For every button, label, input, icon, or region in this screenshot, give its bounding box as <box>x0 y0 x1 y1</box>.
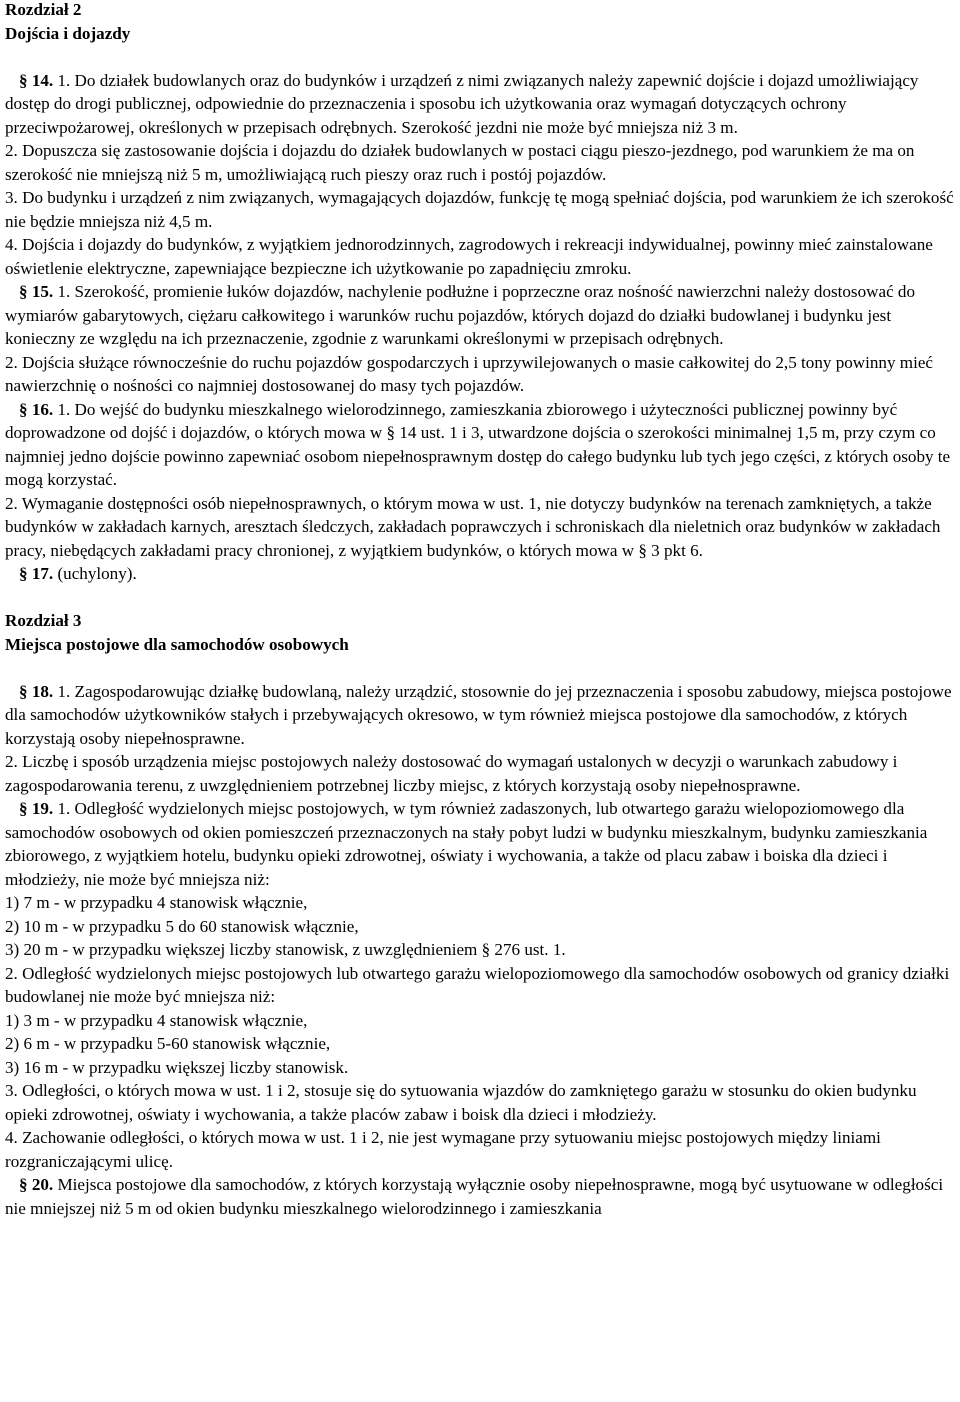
section-number: § 17. <box>19 564 54 583</box>
chapter-2-body <box>5 69 960 586</box>
paragraph-text: 2. Liczbę i sposób urządzenia miejsc postojowych należy dostosować do wymagań ustalonych w decyzji o warunkach zabudowy i zagospodarowania terenu, z uwzględnieniem potrzebnej liczby miejsc, z których korzystają osoby niepełnosprawne. <box>5 752 898 795</box>
paragraph <box>5 69 960 140</box>
paragraph <box>5 915 960 939</box>
paragraph-text: 3) 16 m - w przypadku większej liczby stanowisk. <box>5 1057 349 1077</box>
paragraph <box>5 351 960 398</box>
paragraph <box>5 186 960 233</box>
chapter-3-title: Miejsca postojowe dla samochodów osobowych <box>5 634 349 654</box>
paragraph <box>5 1056 960 1080</box>
paragraph <box>5 1032 960 1056</box>
spacer <box>5 586 960 610</box>
paragraph-text: 3) 20 m - w przypadku większej liczby stanowisk, z uwzględnieniem § 276 ust. 1. <box>5 940 566 959</box>
paragraph <box>5 562 960 586</box>
section-number: § 19. <box>19 799 54 818</box>
chapter-3-label: Rozdział 3 <box>5 611 82 630</box>
section-number: § 20. <box>19 1175 54 1194</box>
paragraph <box>5 750 960 797</box>
paragraph-text: 2. Dopuszcza się zastosowanie dojścia i dojazdu do działek budowlanych w postaci ciągu pieszo-jezdnego, pod warunkiem że ma on szerokość nie mniejszą niż 5 m, umożliwiającą ruch pieszy oraz ruch i postój pojazdów. <box>5 141 915 184</box>
paragraph <box>5 1009 960 1033</box>
paragraph-text: 2. Wymaganie dostępności osób niepełnosprawnych, o którym mowa w ust. 1, nie dotyczy budynków na terenach zamkniętych, a także budynków w zakładach karnych, aresztach śledczych, zakładach poprawczych i schroniskach dla nieletnich oraz budynków w zakładach pracy, niebędących zakładami pracy chronionej, z wyjątkiem budynków, o których mowa w § 3 pkt 6. <box>5 493 941 560</box>
chapter-2-label: Rozdział 2 <box>5 0 82 19</box>
section-number: § 15. <box>19 282 54 301</box>
spacer <box>5 45 960 69</box>
paragraph-text: 1. Odległość wydzielonych miejsc postojowych, w tym również zadaszonych, lub otwartego garażu wielopoziomowego dla samochodów osobowych od okien pomieszczeń przeznaczonych na stały pobyt ludzi w budynku mieszkalnym, budynku zamieszkania zbiorowego, z wyjątkiem hotelu, budynku opieki zdrowotnej, oświaty i wychowania, a także od placu zabaw i boiska dla dzieci i młodzieży, nie może być mniejsza niż: <box>5 799 928 889</box>
paragraph <box>5 891 960 915</box>
chapter-2-title: Dojścia i dojazdy <box>5 23 131 43</box>
paragraph <box>5 280 960 351</box>
paragraph-text: 2) 10 m - w przypadku 5 do 60 stanowisk włącznie, <box>5 916 359 936</box>
section-number: § 14. <box>19 70 54 90</box>
paragraph-text: 1. Do wejść do budynku mieszkalnego wielorodzinnego, zamieszkania zbiorowego i użyteczności publicznej powinny być doprowadzone od dojść i dojazdów, o których mowa w § 14 ust. 1 i 3, utwardzone dojścia o szerokości minimalnej 1,5 m, przy czym co najmniej jedno dojście powinno zapewniać osobom niepełnosprawnym dostęp do całego budynku lub tych jego części, z których osoby te mogą korzystać. <box>5 399 951 489</box>
paragraph-text: Miejsca postojowe dla samochodów, z których korzystają wyłącznie osoby niepełnosprawne, mogą być usytuowane w odległości nie mniejszej niż 5 m od okien budynku mieszkalnego wielorodzinnego i zamieszkania <box>5 1175 944 1218</box>
paragraph-text: 3. Do budynku i urządzeń z nim związanych, wymagających dojazdów, funkcję tę mogą spełniać dojścia, pod warunkiem że ich szerokość nie będzie mniejsza niż 4,5 m. <box>5 188 954 231</box>
paragraph <box>5 492 960 563</box>
paragraph-text: 1. Zagospodarowując działkę budowlaną, należy urządzić, stosownie do jej przeznaczenia i sposobu zabudowy, miejsca postojowe dla samochodów użytkowników stałych i przebywających okresowo, w tym również miejsca postojowe dla samochodów, z których korzystają osoby niepełnosprawne. <box>5 681 952 748</box>
paragraph <box>5 1126 960 1173</box>
paragraph-text: 1. Szerokość, promienie łuków dojazdów, nachylenie podłużne i poprzeczne oraz nośność nawierzchni należy dostosować do wymiarów gabarytowych, ciężaru całkowitego i warunków ruchu pojazdów, których dojazd do działki budowlanej i budynku jest konieczny ze względu na ich przeznaczenie, zgodnie z warunkami określonymi w przepisach odrębnych. <box>5 282 916 348</box>
paragraph <box>5 139 960 186</box>
paragraph <box>5 797 960 891</box>
section-number: § 16. <box>19 399 54 419</box>
spacer <box>5 656 960 680</box>
paragraph-text: 2. Dojścia służące równocześnie do ruchu pojazdów gospodarczych i uprzywilejowanych o masie całkowitej do 2,5 tony powinny mieć nawierzchnię o nośności co najmniej dostosowanej do masy tych pojazdów. <box>5 352 934 395</box>
paragraph <box>5 1079 960 1126</box>
section-number: § 18. <box>19 681 54 701</box>
paragraph <box>5 233 960 280</box>
chapter-3-body <box>5 680 960 1221</box>
paragraph-text: 4. Dojścia i dojazdy do budynków, z wyjątkiem jednorodzinnych, zagrodowych i rekreacji indywidualnej, powinny mieć zainstalowane oświetlenie elektryczne, zapewniające bezpieczne ich użytkowanie po zapadnięciu zmroku. <box>5 235 933 278</box>
paragraph <box>5 1173 960 1220</box>
paragraph <box>5 398 960 492</box>
paragraph-text: 1. Do działek budowlanych oraz do budynków i urządzeń z nimi związanych należy zapewnić dojście i dojazd umożliwiający dostęp do drogi publicznej, odpowiednie do przeznaczenia i sposobu ich użytkowania oraz wymagań dotyczących ochrony przeciwpożarowej, określonych w przepisach odrębnych. Szerokość jezdni nie może być mniejsza niż 3 m. <box>5 70 919 137</box>
paragraph-text: (uchylony). <box>53 564 137 583</box>
paragraph-text: 1) 7 m - w przypadku 4 stanowisk włącznie, <box>5 893 308 912</box>
paragraph <box>5 962 960 1009</box>
paragraph-text: 1) 3 m - w przypadku 4 stanowisk włącznie, <box>5 1010 308 1030</box>
paragraph <box>5 938 960 962</box>
paragraph-text: 2. Odległość wydzielonych miejsc postojowych lub otwartego garażu wielopoziomowego dla samochodów osobowych od granicy działki budowlanej nie może być mniejsza niż: <box>5 963 950 1006</box>
paragraph <box>5 680 960 751</box>
paragraph-text: 2) 6 m - w przypadku 5-60 stanowisk włącznie, <box>5 1034 331 1053</box>
paragraph-text: 4. Zachowanie odległości, o których mowa w ust. 1 i 2, nie jest wymagane przy sytuowaniu miejsc postojowych między liniami rozgraniczającymi ulicę. <box>5 1128 881 1171</box>
paragraph-text: 3. Odległości, o których mowa w ust. 1 i 2, stosuje się do sytuowania wjazdów do zamkniętego garażu w stosunku do okien budynku opieki zdrowotnej, oświaty i wychowania, a także placów zabaw i boisk dla dzieci i młodzieży. <box>5 1081 917 1124</box>
